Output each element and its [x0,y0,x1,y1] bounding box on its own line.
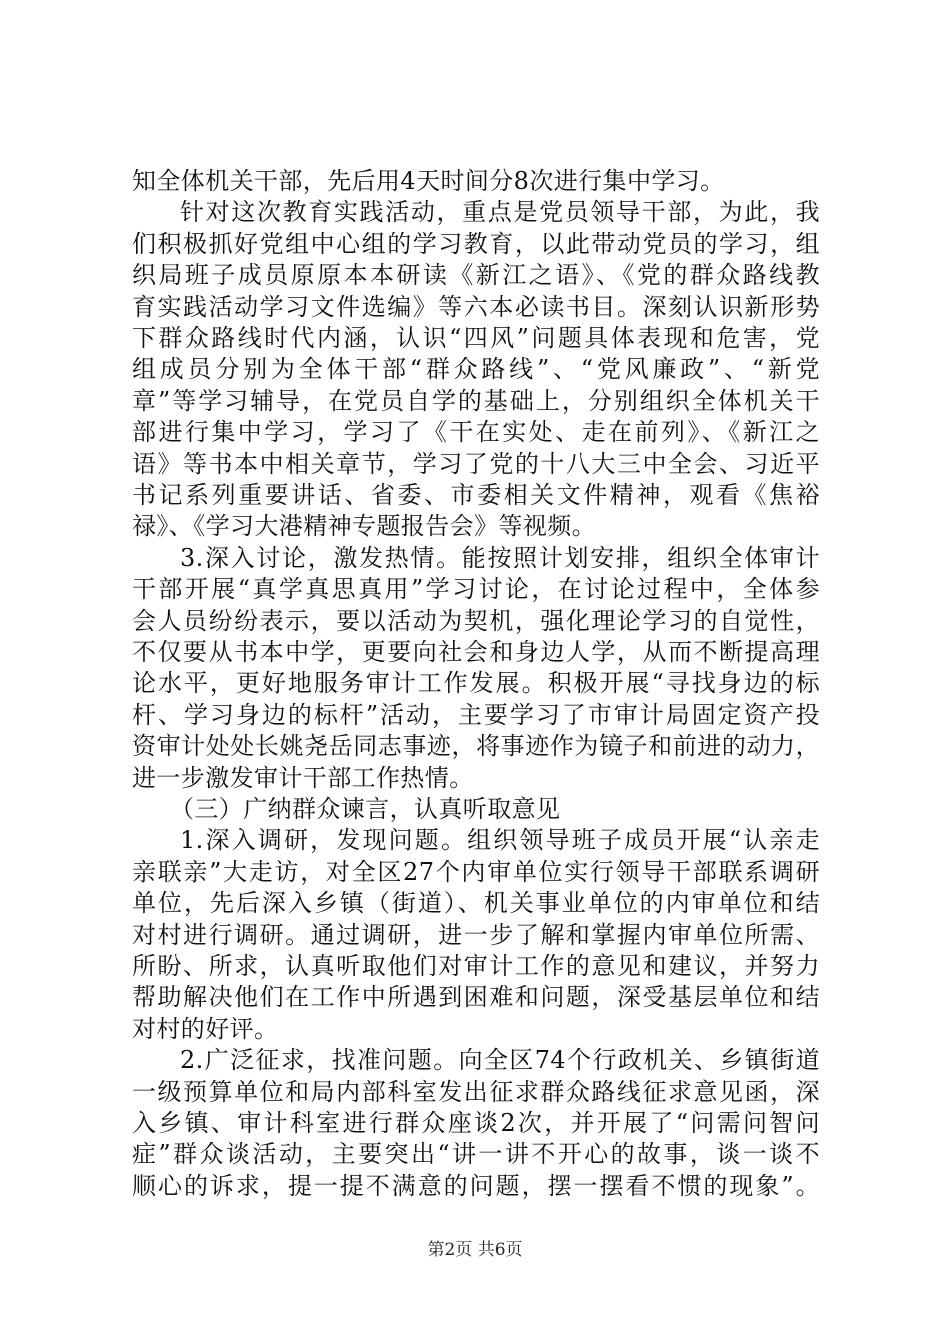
body-text-line: 知全体机关干部，先后用4天时间分8次进行集中学习。 [132,167,725,195]
body-text-line: 不仅要从书本中学，更要向社会和身边人学，从而不断提高理 [132,638,820,666]
body-text-line: 对村的好评。 [132,1014,279,1043]
body-text-line: 育实践活动学习文件选编》等六本必读书目。深刻认识新形势 [132,292,820,321]
body-text-line: 书记系列重要讲话、省委、市委相关文件精神，观看《焦裕 [132,481,820,509]
body-text-line: 进一步激发审计干部工作热情。 [132,763,474,792]
body-text-line: 论水平，更好地服务审计工作发展。积极开展“寻找身边的标 [132,669,820,698]
body-text-line: 章”等学习辅导，在党员自学的基础上，分别组织全体机关干 [132,386,820,415]
body-text-line: 们积极抓好党组中心组的学习教育，以此带动党员的学习，组 [132,229,820,258]
body-text-line: 下群众路线时代内涵，认识“四风”问题具体表现和危害，党 [132,324,820,352]
paragraph-first-line: 1.深入调研，发现问题。组织领导班子成员开展“认亲走 [180,826,820,855]
body-text-line: 帮助解决他们在工作中所遇到困难和问题，深受基层单位和结 [132,983,820,1012]
body-text-line: 入乡镇、审计科室进行群众座谈2次，并开展了“问需问智问 [132,1109,820,1137]
page-number-footer: 第2页 共6页 [427,1240,523,1260]
paragraph-first-line: 2.广泛征求，找准问题。向全区74个行政机关、乡镇街道 [180,1046,820,1075]
body-text-line: 症”群众谈活动，主要突出“讲一讲不开心的故事，谈一谈不 [132,1140,820,1169]
body-text-line: 一级预算单位和局内部科室发出征求群众路线征求意见函，深 [132,1077,820,1106]
body-text-line: 会人员纷纷表示，要以活动为契机，强化理论学习的自觉性， [132,606,820,635]
paragraph-first-line: 针对这次教育实践活动，重点是党员领导干部，为此，我 [180,198,820,227]
body-text-line: 所盼、所求，认真听取他们对审计工作的意见和建议，并努力 [132,952,820,980]
body-text-line: 组成员分别为全体干部“群众路线”、“党风廉政”、“新党 [132,355,820,384]
body-text-line: 语》等书本中相关章节，学习了党的十八大三中全会、习近平 [132,449,820,478]
body-text-line: 资审计处处长姚尧岳同志事迹，将事迹作为镜子和前进的动力， [132,732,820,761]
body-text-line: 亲联亲”大走访，对全区27个内审单位实行领导干部联系调研 [132,857,820,886]
body-text-line: 对村进行调研。通过调研，进一步了解和掌握内审单位所需、 [132,920,820,949]
body-text-line: 禄》、《学习大港精神专题报告会》等视频。 [132,512,596,541]
paragraph-first-line: 3.深入讨论，激发热情。能按照计划安排，组织全体审计 [180,543,820,572]
body-text-line: 杆、学习身边的标杆”活动，主要学习了市审计局固定资产投 [132,700,820,729]
body-text-line: 织局班子成员原原本本研读《新江之语》、《党的群众路线教 [132,261,820,290]
body-text-line: 顺心的诉求，提一提不满意的问题，摆一摆看不惯的现象”。 [132,1171,820,1200]
section-heading: （三）广纳群众谏言，认真听取意见 [170,795,561,823]
body-text-line: 干部开展“真学真思真用”学习讨论，在讨论过程中，全体参 [132,575,820,604]
body-text-line: 单位，先后深入乡镇（街道）、机关事业单位的内审单位和结 [132,889,820,918]
body-text-line: 部进行集中学习，学习了《干在实处、走在前列》、《新江之 [132,418,820,447]
